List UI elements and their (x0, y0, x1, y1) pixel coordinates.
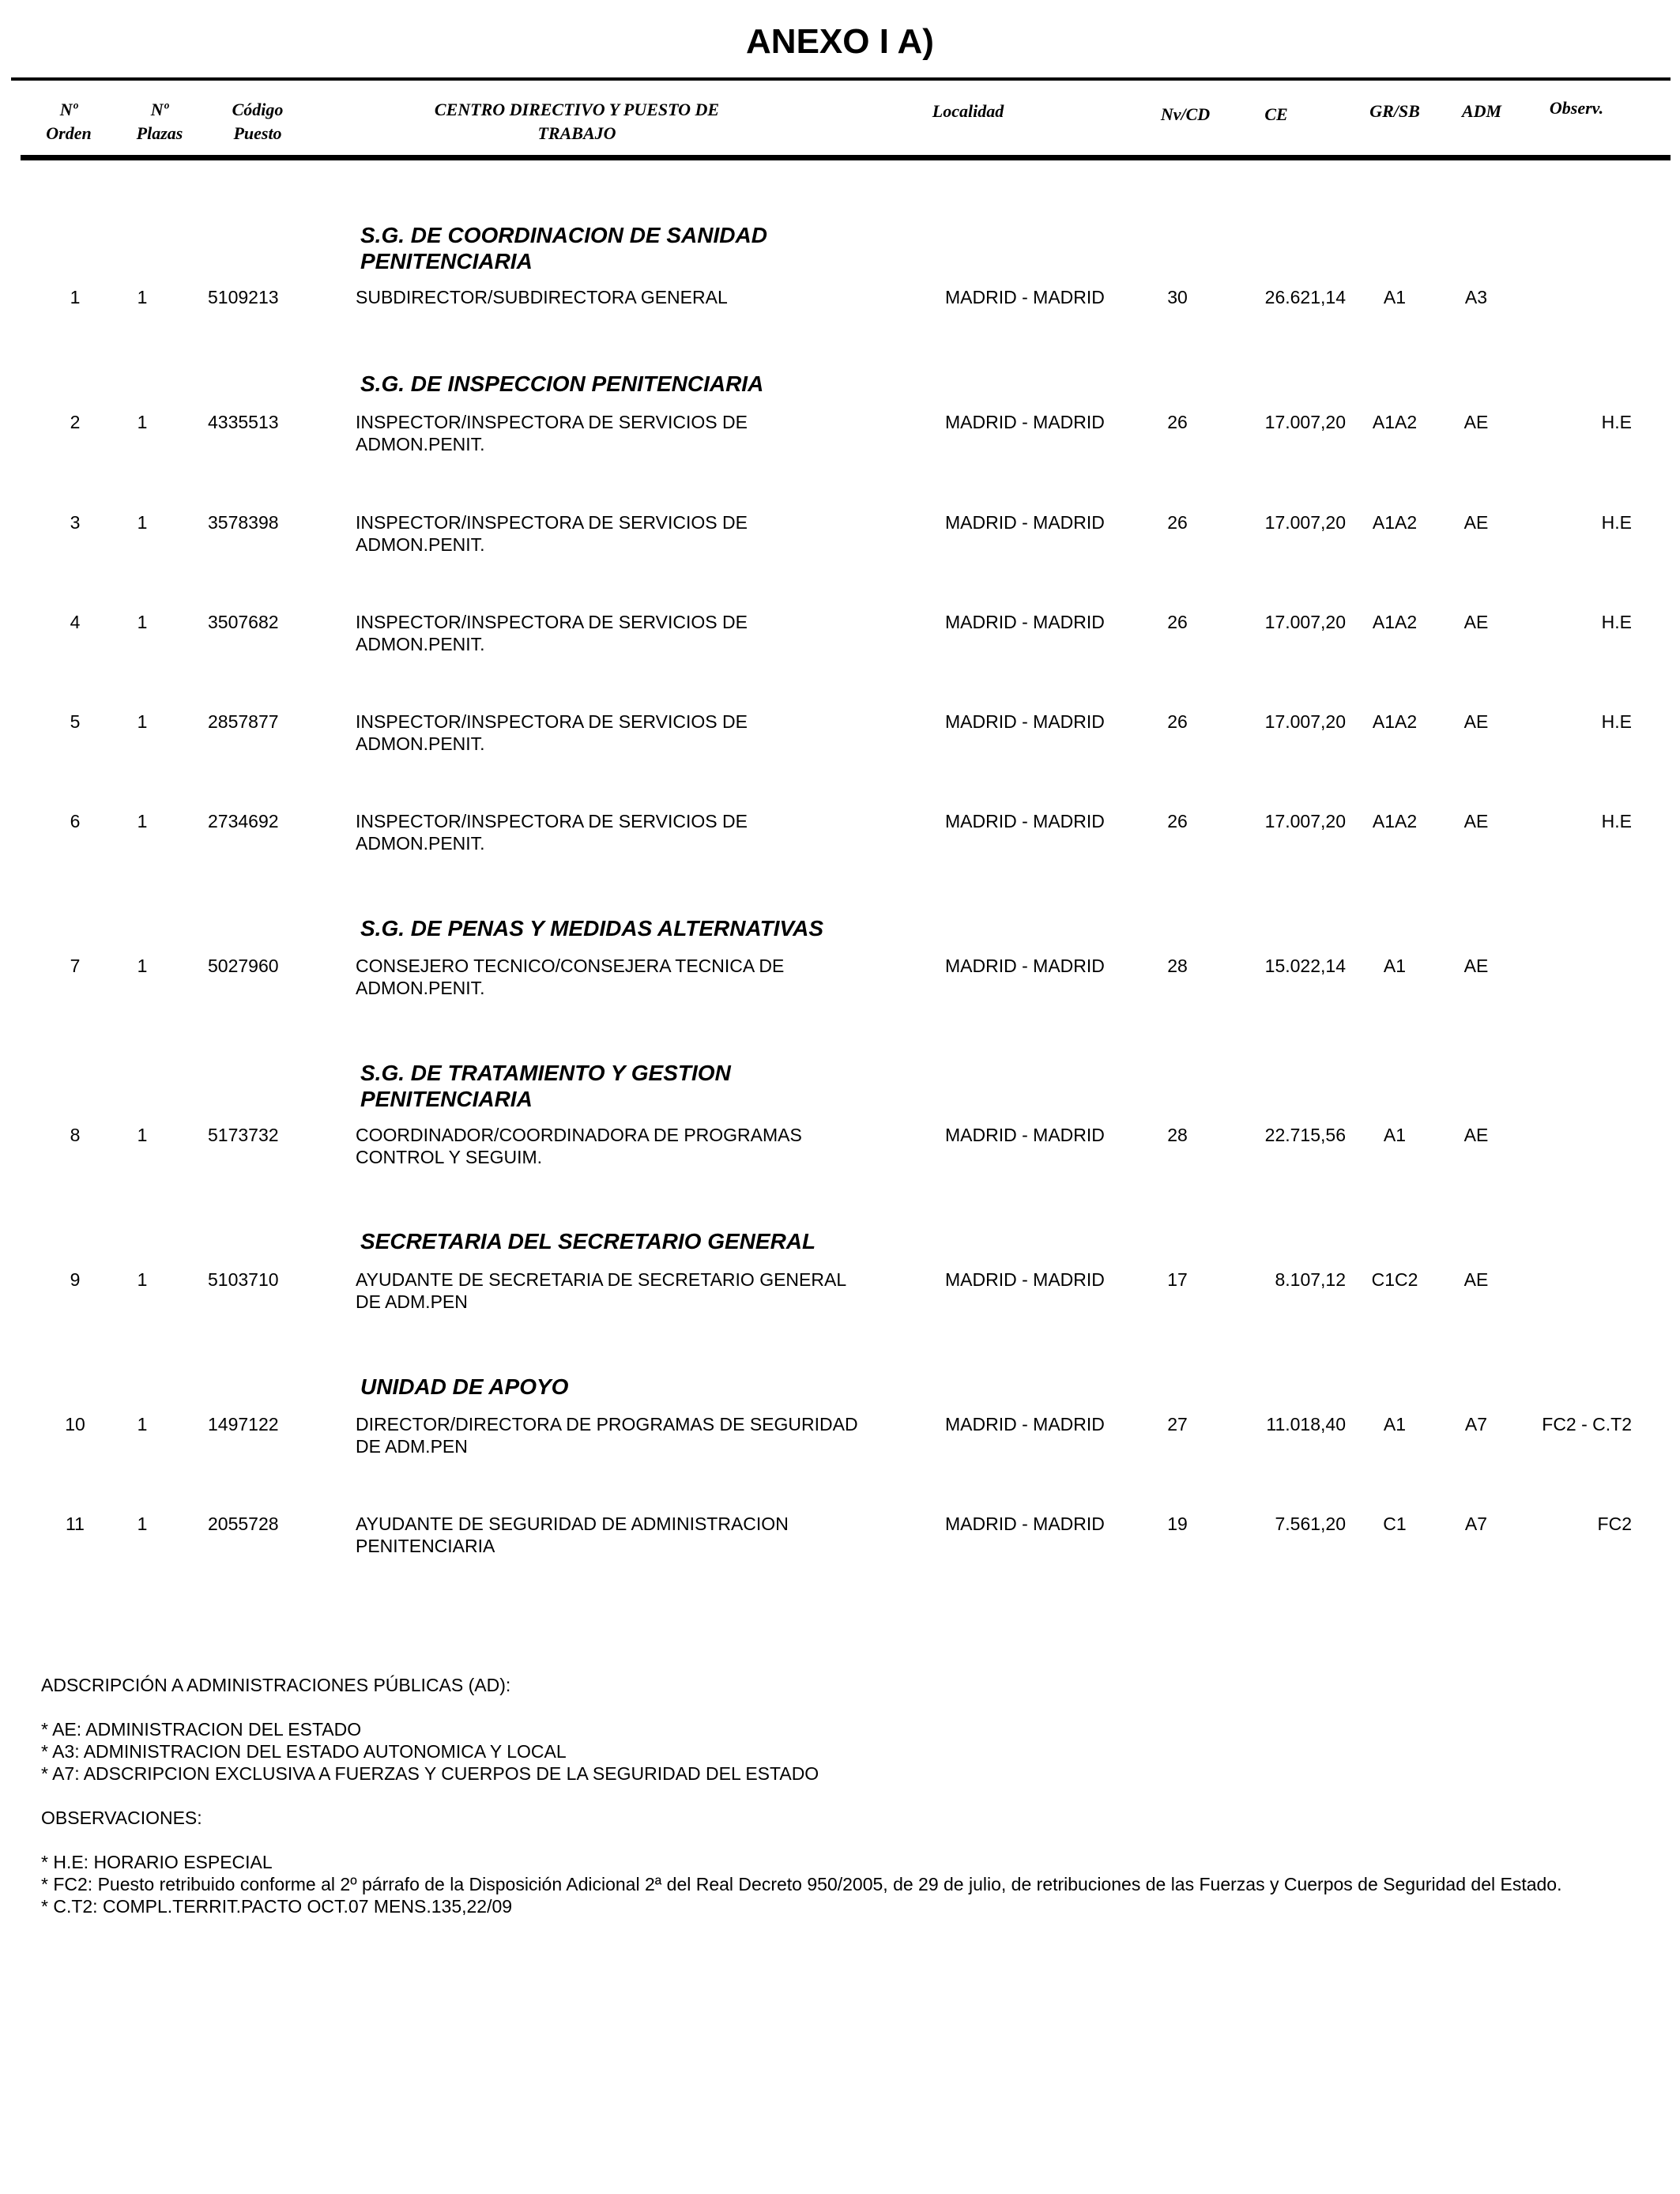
cell-codigo: 5027960 (208, 956, 279, 976)
cell-localidad: MADRID - MADRID (945, 1414, 1105, 1434)
cell-puesto-line: ADMON.PENIT. (356, 833, 485, 854)
cell-codigo: 2055728 (208, 1514, 279, 1534)
cell-adm: AE (1463, 1269, 1489, 1290)
cell-plazas: 1 (137, 956, 148, 976)
cell-ce: 17.007,20 (1264, 412, 1346, 432)
cell-puesto (356, 511, 748, 556)
cell-puesto-line: INSPECTOR/INSPECTORA DE SERVICIOS DE (356, 512, 748, 533)
cell-grsb: C1C2 (1371, 1269, 1418, 1290)
cell-grsb: A1A2 (1372, 412, 1418, 432)
cell-puesto-line: DE ADM.PEN (356, 1291, 468, 1312)
cell-codigo: 5109213 (208, 287, 279, 307)
cell-puesto-line: INSPECTOR/INSPECTORA DE SERVICIOS DE (356, 811, 748, 831)
cell-localidad: MADRID - MADRID (945, 287, 1105, 307)
obs-item: * H.E: HORARIO ESPECIAL (41, 1852, 273, 1872)
section-title-line: PENITENCIARIA (360, 249, 533, 273)
cell-plazas: 1 (137, 1414, 148, 1434)
header-codigo-line2: Puesto (233, 123, 282, 143)
section-title-line: SECRETARIA DEL SECRETARIO GENERAL (360, 1229, 816, 1253)
cell-orden: 2 (70, 412, 81, 432)
cell-puesto (356, 611, 748, 655)
cell-codigo: 5173732 (208, 1125, 279, 1145)
cell-adm: A7 (1464, 1414, 1488, 1434)
cell-nvcd: 30 (1167, 287, 1188, 307)
cell-adm: AE (1463, 711, 1489, 732)
cell-plazas: 1 (137, 287, 148, 307)
cell-grsb: C1 (1383, 1514, 1407, 1534)
cell-nvcd: 28 (1167, 956, 1188, 976)
cell-puesto-line: ADMON.PENIT. (356, 534, 485, 555)
cell-orden: 9 (70, 1269, 81, 1290)
header-centro-line2: TRABAJO (537, 123, 616, 143)
cell-nvcd: 19 (1167, 1514, 1188, 1534)
cell-ce: 17.007,20 (1264, 512, 1346, 533)
cell-nvcd: 26 (1167, 811, 1188, 831)
section-title (360, 1060, 913, 1112)
cell-nvcd: 26 (1167, 711, 1188, 732)
page-title: ANEXO I A) (746, 22, 934, 61)
cell-grsb: A1A2 (1372, 811, 1418, 831)
cell-orden: 7 (70, 956, 81, 976)
cell-plazas: 1 (137, 412, 148, 432)
cell-ce: 26.621,14 (1264, 287, 1346, 307)
cell-orden: 11 (66, 1514, 85, 1534)
header-localidad: Localidad (932, 101, 1004, 121)
header-orden (41, 98, 96, 145)
header-plazas-line1: Nº (150, 100, 169, 119)
cell-puesto-line: SUBDIRECTOR/SUBDIRECTORA GENERAL (356, 287, 728, 307)
header-plazas (128, 98, 191, 145)
header-centro (379, 98, 774, 145)
cell-puesto-line: PENITENCIARIA (356, 1536, 495, 1556)
header-bottom-rule (21, 155, 1671, 160)
cell-grsb: A1 (1383, 1125, 1407, 1145)
ads-title: ADSCRIPCIÓN A ADMINISTRACIONES PÚBLICAS (AD): (41, 1675, 511, 1695)
cell-observ: H.E (1601, 612, 1632, 632)
section-title (360, 371, 913, 397)
cell-codigo: 5103710 (208, 1269, 279, 1290)
cell-localidad: MADRID - MADRID (945, 1125, 1105, 1145)
section-title-line: S.G. DE PENAS Y MEDIDAS ALTERNATIVAS (360, 916, 824, 941)
cell-plazas: 1 (137, 711, 148, 732)
cell-ce: 8.107,12 (1275, 1269, 1346, 1290)
cell-plazas: 1 (137, 1125, 148, 1145)
cell-orden: 6 (70, 811, 81, 831)
obs-item: * C.T2: COMPL.TERRIT.PACTO OCT.07 MENS.135,22/09 (41, 1896, 513, 1917)
section-title-line: S.G. DE COORDINACION DE SANIDAD (360, 223, 767, 247)
cell-puesto-line: ADMON.PENIT. (356, 634, 485, 654)
cell-ce: 17.007,20 (1264, 711, 1346, 732)
header-nvcd: Nv/CD (1160, 104, 1211, 124)
header-orden-line2: Orden (46, 123, 92, 143)
cell-puesto (356, 810, 748, 854)
cell-plazas: 1 (137, 612, 148, 632)
cell-codigo: 3507682 (208, 612, 279, 632)
header-centro-line1: CENTRO DIRECTIVO Y PUESTO DE (434, 100, 720, 119)
cell-nvcd: 26 (1167, 512, 1188, 533)
cell-plazas: 1 (137, 512, 148, 533)
cell-grsb: A1 (1383, 1414, 1407, 1434)
cell-puesto-line: COORDINADOR/COORDINADORA DE PROGRAMAS (356, 1125, 802, 1145)
cell-localidad: MADRID - MADRID (945, 1514, 1105, 1534)
cell-adm: AE (1463, 956, 1489, 976)
section-title-line: S.G. DE TRATAMIENTO Y GESTION (360, 1061, 731, 1085)
header-orden-line1: Nº (59, 100, 78, 119)
cell-localidad: MADRID - MADRID (945, 412, 1105, 432)
cell-codigo: 3578398 (208, 512, 279, 533)
ads-item: * A3: ADMINISTRACION DEL ESTADO AUTONOMICA Y LOCAL (41, 1741, 567, 1762)
cell-nvcd: 27 (1167, 1414, 1188, 1434)
cell-ce: 15.022,14 (1264, 956, 1346, 976)
cell-nvcd: 17 (1167, 1269, 1188, 1290)
cell-localidad: MADRID - MADRID (945, 811, 1105, 831)
cell-puesto-line: ADMON.PENIT. (356, 733, 485, 754)
cell-puesto (356, 1513, 789, 1557)
cell-ce: 17.007,20 (1264, 811, 1346, 831)
cell-orden: 10 (65, 1414, 85, 1434)
cell-localidad: MADRID - MADRID (945, 612, 1105, 632)
section-title-line: PENITENCIARIA (360, 1087, 533, 1111)
cell-adm: A7 (1464, 1514, 1488, 1534)
section-title-line: S.G. DE INSPECCION PENITENCIARIA (360, 371, 764, 396)
cell-ce: 22.715,56 (1264, 1125, 1346, 1145)
cell-observ: H.E (1601, 711, 1632, 732)
cell-observ: FC2 (1597, 1514, 1632, 1534)
cell-orden: 8 (70, 1125, 81, 1145)
section-title-line: UNIDAD DE APOYO (360, 1374, 569, 1399)
cell-grsb: A1 (1383, 287, 1407, 307)
cell-puesto-line: DE ADM.PEN (356, 1436, 468, 1457)
cell-puesto (356, 1413, 858, 1457)
cell-localidad: MADRID - MADRID (945, 956, 1105, 976)
cell-puesto-line: INSPECTOR/INSPECTORA DE SERVICIOS DE (356, 412, 748, 432)
header-codigo-line1: Código (232, 100, 284, 119)
header-plazas-line2: Plazas (136, 123, 183, 143)
cell-puesto (356, 955, 784, 999)
cell-adm: AE (1463, 612, 1489, 632)
top-rule (11, 77, 1671, 81)
cell-observ: H.E (1601, 512, 1632, 533)
cell-plazas: 1 (137, 811, 148, 831)
cell-puesto-line: ADMON.PENIT. (356, 434, 485, 454)
cell-plazas: 1 (137, 1269, 148, 1290)
cell-observ: FC2 - C.T2 (1542, 1414, 1632, 1434)
cell-adm: AE (1463, 412, 1489, 432)
cell-puesto (356, 1124, 802, 1168)
cell-puesto-line: DIRECTOR/DIRECTORA DE PROGRAMAS DE SEGURIDAD (356, 1414, 858, 1434)
cell-adm: AE (1463, 1125, 1489, 1145)
cell-nvcd: 26 (1167, 612, 1188, 632)
cell-puesto-line: ADMON.PENIT. (356, 978, 485, 998)
cell-nvcd: 26 (1167, 412, 1188, 432)
cell-observ: H.E (1601, 412, 1632, 432)
cell-puesto-line: CONTROL Y SEGUIM. (356, 1147, 543, 1167)
cell-codigo: 1497122 (208, 1414, 279, 1434)
cell-codigo: 4335513 (208, 412, 279, 432)
header-observ: Observ. (1549, 98, 1604, 118)
header-ce: CE (1264, 104, 1288, 124)
cell-puesto-line: INSPECTOR/INSPECTORA DE SERVICIOS DE (356, 612, 748, 632)
section-title (360, 915, 913, 941)
cell-ce: 11.018,40 (1266, 1414, 1346, 1434)
ads-item: * A7: ADSCRIPCION EXCLUSIVA A FUERZAS Y CUERPOS DE LA SEGURIDAD DEL ESTADO (41, 1763, 819, 1784)
cell-localidad: MADRID - MADRID (945, 711, 1105, 732)
cell-puesto-line: CONSEJERO TECNICO/CONSEJERA TECNICA DE (356, 956, 785, 976)
cell-puesto-line: INSPECTOR/INSPECTORA DE SERVICIOS DE (356, 711, 748, 732)
section-title (360, 1374, 913, 1400)
header-grsb: GR/SB (1369, 101, 1420, 121)
cell-localidad: MADRID - MADRID (945, 1269, 1105, 1290)
cell-ce: 17.007,20 (1264, 612, 1346, 632)
cell-grsb: A1A2 (1372, 612, 1418, 632)
cell-puesto-line: AYUDANTE DE SECRETARIA DE SECRETARIO GENERAL (356, 1269, 847, 1290)
cell-orden: 5 (70, 711, 81, 732)
cell-puesto (356, 711, 748, 755)
cell-orden: 1 (70, 287, 81, 307)
cell-orden: 3 (70, 512, 81, 533)
cell-observ: H.E (1601, 811, 1632, 831)
cell-codigo: 2857877 (208, 711, 279, 732)
cell-adm: AE (1463, 811, 1489, 831)
obs-item: * FC2: Puesto retribuido conforme al 2º párrafo de la Disposición Adicional 2ª del Real Decreto 950/2005, de 29 de julio, de retribuciones de las Fuerzas y Cuerpos de Seguridad del Estado. (41, 1874, 1562, 1894)
cell-localidad: MADRID - MADRID (945, 512, 1105, 533)
cell-grsb: A1A2 (1372, 512, 1418, 533)
cell-adm: A3 (1464, 287, 1488, 307)
cell-adm: AE (1463, 512, 1489, 533)
cell-puesto (356, 286, 728, 308)
ads-item: * AE: ADMINISTRACION DEL ESTADO (41, 1719, 362, 1740)
section-title (360, 222, 913, 274)
obs-title: OBSERVACIONES: (41, 1808, 202, 1828)
cell-puesto (356, 411, 748, 455)
cell-grsb: A1 (1383, 956, 1407, 976)
cell-codigo: 2734692 (208, 811, 279, 831)
header-codigo (218, 98, 297, 145)
cell-nvcd: 28 (1167, 1125, 1188, 1145)
header-adm: ADM (1461, 101, 1502, 121)
cell-puesto-line: AYUDANTE DE SEGURIDAD DE ADMINISTRACION (356, 1514, 789, 1534)
cell-puesto (356, 1269, 846, 1313)
cell-grsb: A1A2 (1372, 711, 1418, 732)
cell-plazas: 1 (137, 1514, 148, 1534)
section-title (360, 1228, 913, 1254)
cell-orden: 4 (70, 612, 81, 632)
cell-ce: 7.561,20 (1275, 1514, 1346, 1534)
